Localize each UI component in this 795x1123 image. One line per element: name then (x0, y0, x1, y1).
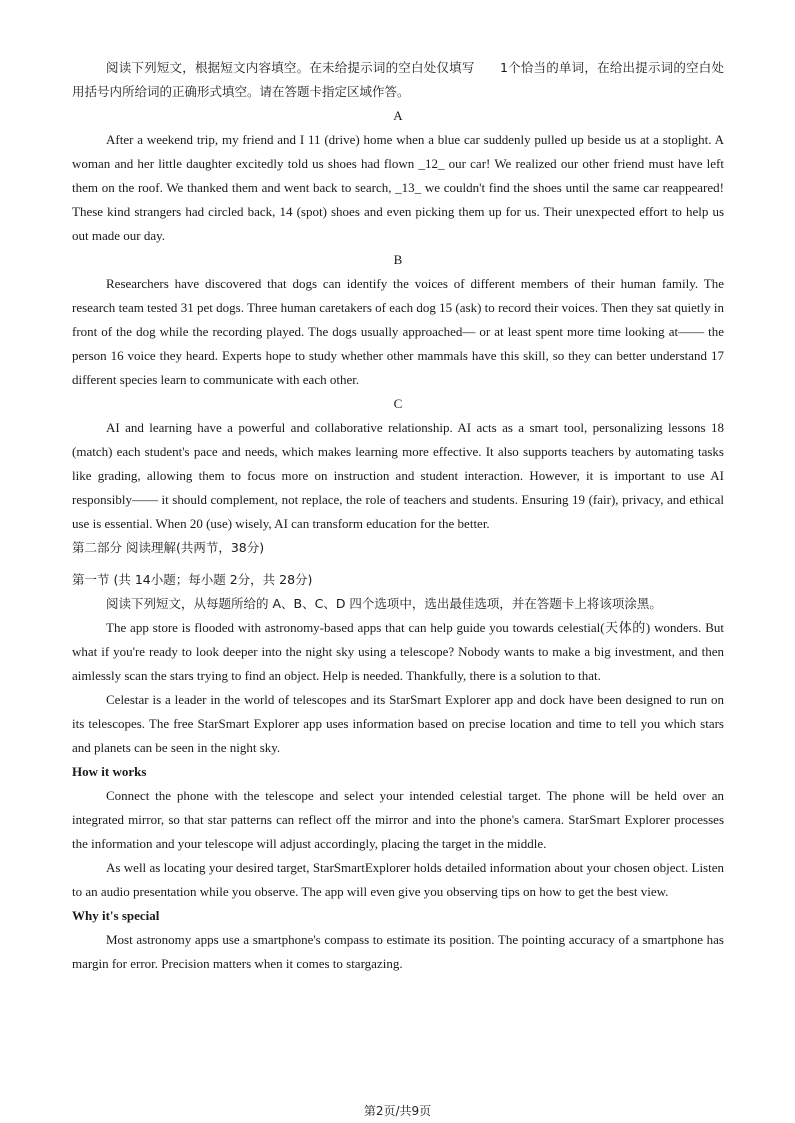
passage-a-label: A (393, 108, 403, 123)
article-paragraph-3: Connect the phone with the telescope and select your intended celestial target. The phone will be held over an integrated mirror, so that star patterns can reflect off the mirror and into the phone's camera. StarSmart Explorer processes the information and your telescope will adjust accordingly, placing the target in the middle. (72, 788, 724, 851)
article-paragraph-2: Celestar is a leader in the world of telescopes and its StarSmart Explorer app and dock have been designed to run on its telescopes. The free StarSmart Explorer app uses information based on precise location and time to tell you which stars and planets can be seen in the night sky. (72, 692, 724, 755)
section-one-heading: 第一节 (共 14小题；每小题 2分，共 28分) (72, 572, 313, 587)
article-paragraph-4: As well as locating your desired target, StarSmartExplorer holds detailed information about your chosen object. Listen to an audio presentation while you observe. The app will even give you observing tips on how to get the best view. (72, 860, 724, 899)
article-paragraph-1: The app store is flooded with astronomy-based apps that can help guide you towards celestial(天体的) wonders. But what if you're ready to look deeper into the night sky using a telescope? Nobody wants to make a big investment, and then aimlessly scan the stars trying to find an object. Help is needed. Thankfully, there is a solution to that. (72, 620, 724, 683)
passage-b-label: B (393, 252, 403, 267)
passage-c-text: AI and learning have a powerful and collaborative relationship. AI acts as a smart tool, personalizing lessons 18 (match) each student's pace and needs, which makes learning more effective. It also supports teachers by automating tasks like grading, allowing them to focus more on instruction and student interaction. However, it is important to use AI responsibly—— it should complement, not replace, the role of teachers and students. Ensuring 19 (fair), privacy, and ethical use is essential. When 20 (use) wisely, AI can transform education for the better. (72, 420, 724, 531)
document-page (72, 56, 724, 976)
passage-c-label: C (393, 396, 403, 411)
reading-instructions: 阅读下列短文，从每题所给的 A、B、C、D 四个选项中，选出最佳选项，并在答题卡上将该项涂黑。 (106, 596, 662, 611)
fill-in-instructions: 阅读下列短文，根据短文内容填空。在未给提示词的空白处仅填写 1个恰当的单词，在给出提示词的空白处用括号内所给词的正确形式填空。请在答题卡指定区域作答。 (72, 60, 724, 99)
part-two-heading: 第二部分 阅读理解(共两节，38分) (72, 540, 265, 555)
article-heading-how-it-works: How it works (72, 764, 147, 779)
article-heading-why-special: Why it's special (72, 908, 160, 923)
passage-b-text: Researchers have discovered that dogs can identify the voices of different members of their human family. The research team tested 31 pet dogs. Three human caretakers of each dog 15 (ask) to record their voices. Then they sat quietly in front of the dog while the recording played. The dogs usually approached— or at least spent more time looking at—— the person 16 voice they heard. Experts hope to study whether other mammals have this skill, so they can better understand 17 different species learn to communicate with each other. (72, 276, 724, 387)
page-number-footer: 第2页/共9页 (363, 1104, 432, 1118)
article-paragraph-5: Most astronomy apps use a smartphone's compass to estimate its position. The pointing accuracy of a smartphone has margin for error. Precision matters when it comes to stargazing. (72, 932, 724, 971)
passage-a-text: After a weekend trip, my friend and I 11 (drive) home when a blue car suddenly pulled up beside us at a stoplight. A woman and her little daughter excitedly told us shoes had flown _12_ our car! We realized our other friend must have left them on the roof. We thanked them and went back to search, _13_ we couldn't find the shoes until the same car reappeared! These kind strangers had circled back, 14 (spot) shoes and even picking them up for us. Their unexpected effort to help us out made our day. (72, 132, 724, 243)
